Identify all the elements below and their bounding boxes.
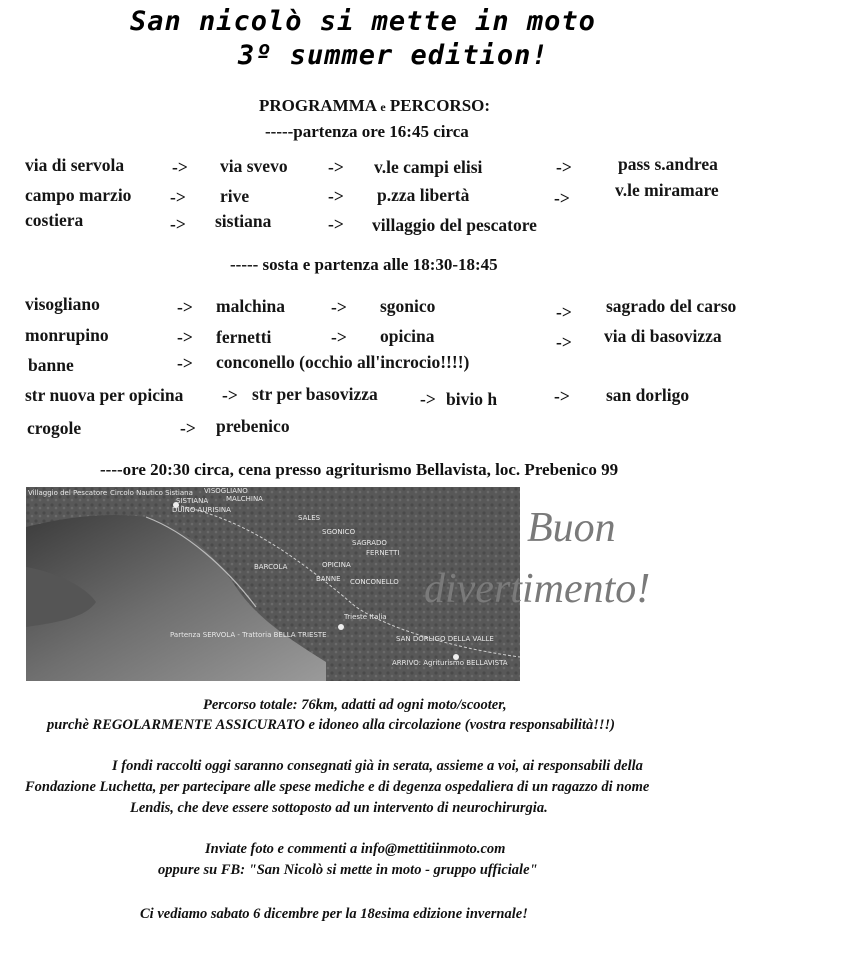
route-stop: rive (220, 186, 250, 206)
route-arrow: -> (556, 332, 572, 352)
route-stop: opicina (380, 326, 435, 346)
map-label: BARCOLA (254, 563, 288, 571)
route-arrow: -> (177, 297, 193, 317)
map-label: ARRIVO: Agriturismo BELLAVISTA (392, 659, 508, 667)
route-stop: crogole (27, 418, 82, 438)
route-arrow: -> (554, 188, 570, 208)
route-arrow: -> (177, 353, 193, 373)
map-label: FERNETTI (366, 549, 400, 557)
route-arrow: -> (420, 389, 436, 409)
route-stop: banne (28, 355, 74, 375)
title-line-1: San nicolò si mette in moto (130, 6, 596, 37)
route-arrow: -> (177, 327, 193, 347)
route-stop: sagrado del carso (606, 296, 737, 316)
route-stop: san dorligo (606, 385, 690, 405)
route-stop: sgonico (380, 296, 436, 316)
map-label: OPICINA (322, 561, 351, 569)
programma-heading-rest: PERCORSO: (389, 96, 491, 115)
map-label: SAN DORLIGO DELLA VALLE (396, 635, 494, 643)
route-stop: monrupino (25, 325, 109, 345)
programma-heading (259, 96, 490, 116)
programma-heading-e: e (380, 100, 386, 114)
route-stop: conconello (occhio all'incrocio!!!!) (216, 352, 470, 372)
route-arrow: -> (556, 302, 572, 322)
buon-line-1: Buon (527, 505, 616, 551)
route-arrow: -> (170, 187, 186, 207)
route-stop: prebenico (216, 416, 290, 436)
fondi-line-3: Lendis, che deve essere sottoposto ad un intervento di neurochirurgia. (130, 800, 548, 816)
route-stop: bivio h (446, 389, 498, 409)
map-label: SAGRADO (352, 539, 387, 547)
route-arrow: -> (331, 327, 347, 347)
route-arrow: -> (328, 186, 344, 206)
sosta-time: ----- sosta e partenza alle 18:30-18:45 (230, 255, 498, 274)
map-label: MALCHINA (226, 495, 263, 503)
route-stop: sistiana (215, 211, 272, 231)
route-stop: via di servola (25, 155, 125, 175)
route-arrow: -> (180, 418, 196, 438)
route-stop: str per basovizza (252, 384, 378, 404)
buon-line-2: divertimento! (424, 566, 651, 612)
map-label: Villaggio del Pescatore (28, 489, 108, 497)
route-stop: malchina (216, 296, 286, 316)
route-stop: via di basovizza (604, 326, 722, 346)
route-stop: v.le campi elisi (374, 157, 483, 177)
map-label: DUINO AURISINA (172, 506, 231, 514)
map-label: BANNE (316, 575, 341, 583)
title-line-2: 3º summer edition! (238, 40, 549, 71)
route-stop: v.le miramare (615, 180, 719, 200)
foto-line-1: Inviate foto e commenti a info@mettitiinmoto.com (205, 841, 506, 857)
map-pin-trieste (338, 624, 344, 630)
route-arrow: -> (170, 214, 186, 234)
programma-heading-main: PROGRAMMA (259, 96, 377, 115)
cena-time: ----ore 20:30 circa, cena presso agriturismo Bellavista, loc. Prebenico 99 (100, 460, 619, 479)
fondi-line-1: I fondi raccolti oggi saranno consegnati già in serata, assieme a voi, ai responsabili della (112, 758, 643, 774)
map-label: CONCONELLO (350, 578, 399, 586)
closing-line: Ci vediamo sabato 6 dicembre per la 18esima edizione invernale! (140, 906, 528, 922)
map-label: SALES (298, 514, 321, 522)
route-stop: via svevo (220, 156, 288, 176)
route-stop: costiera (25, 210, 84, 230)
percorso-line-2: purchè REGOLARMENTE ASSICURATO e idoneo alla circolazione (vostra responsabilità!!!) (47, 717, 615, 733)
route-arrow: -> (328, 157, 344, 177)
map-label: Circolo Nautico Sistiana (110, 489, 193, 497)
route-arrow: -> (328, 214, 344, 234)
route-arrow: -> (331, 297, 347, 317)
route-stop: visogliano (25, 294, 100, 314)
route-stop: str nuova per opicina (25, 385, 184, 405)
percorso-line-1: Percorso totale: 76km, adatti ad ogni moto/scooter, (203, 697, 507, 713)
route-stop: fernetti (216, 327, 272, 347)
route-arrow: -> (222, 385, 238, 405)
map-label: SGONICO (322, 528, 356, 536)
map-label: SISTIANA (176, 497, 209, 505)
fondi-line-2: Fondazione Luchetta, per partecipare alle spese mediche e di degenza ospedaliera di un ragazzo di nome (25, 779, 650, 795)
map-label: VISOGLIANO (204, 487, 248, 495)
route-stop: p.zza libertà (377, 185, 470, 205)
route-arrow: -> (554, 386, 570, 406)
map-label: Partenza SERVOLA - Trattoria BELLA TRIESTE (170, 631, 327, 639)
map-label: Trieste Italia (344, 613, 387, 621)
route-stop: campo marzio (25, 185, 132, 205)
partenza-time: -----partenza ore 16:45 circa (265, 122, 469, 141)
foto-line-2: oppure su FB: "San Nicolò si mette in moto - gruppo ufficiale" (158, 862, 538, 878)
route-arrow: -> (172, 157, 188, 177)
route-arrow: -> (556, 157, 572, 177)
route-stop: villaggio del pescatore (372, 215, 537, 235)
route-stop: pass s.andrea (618, 154, 718, 174)
